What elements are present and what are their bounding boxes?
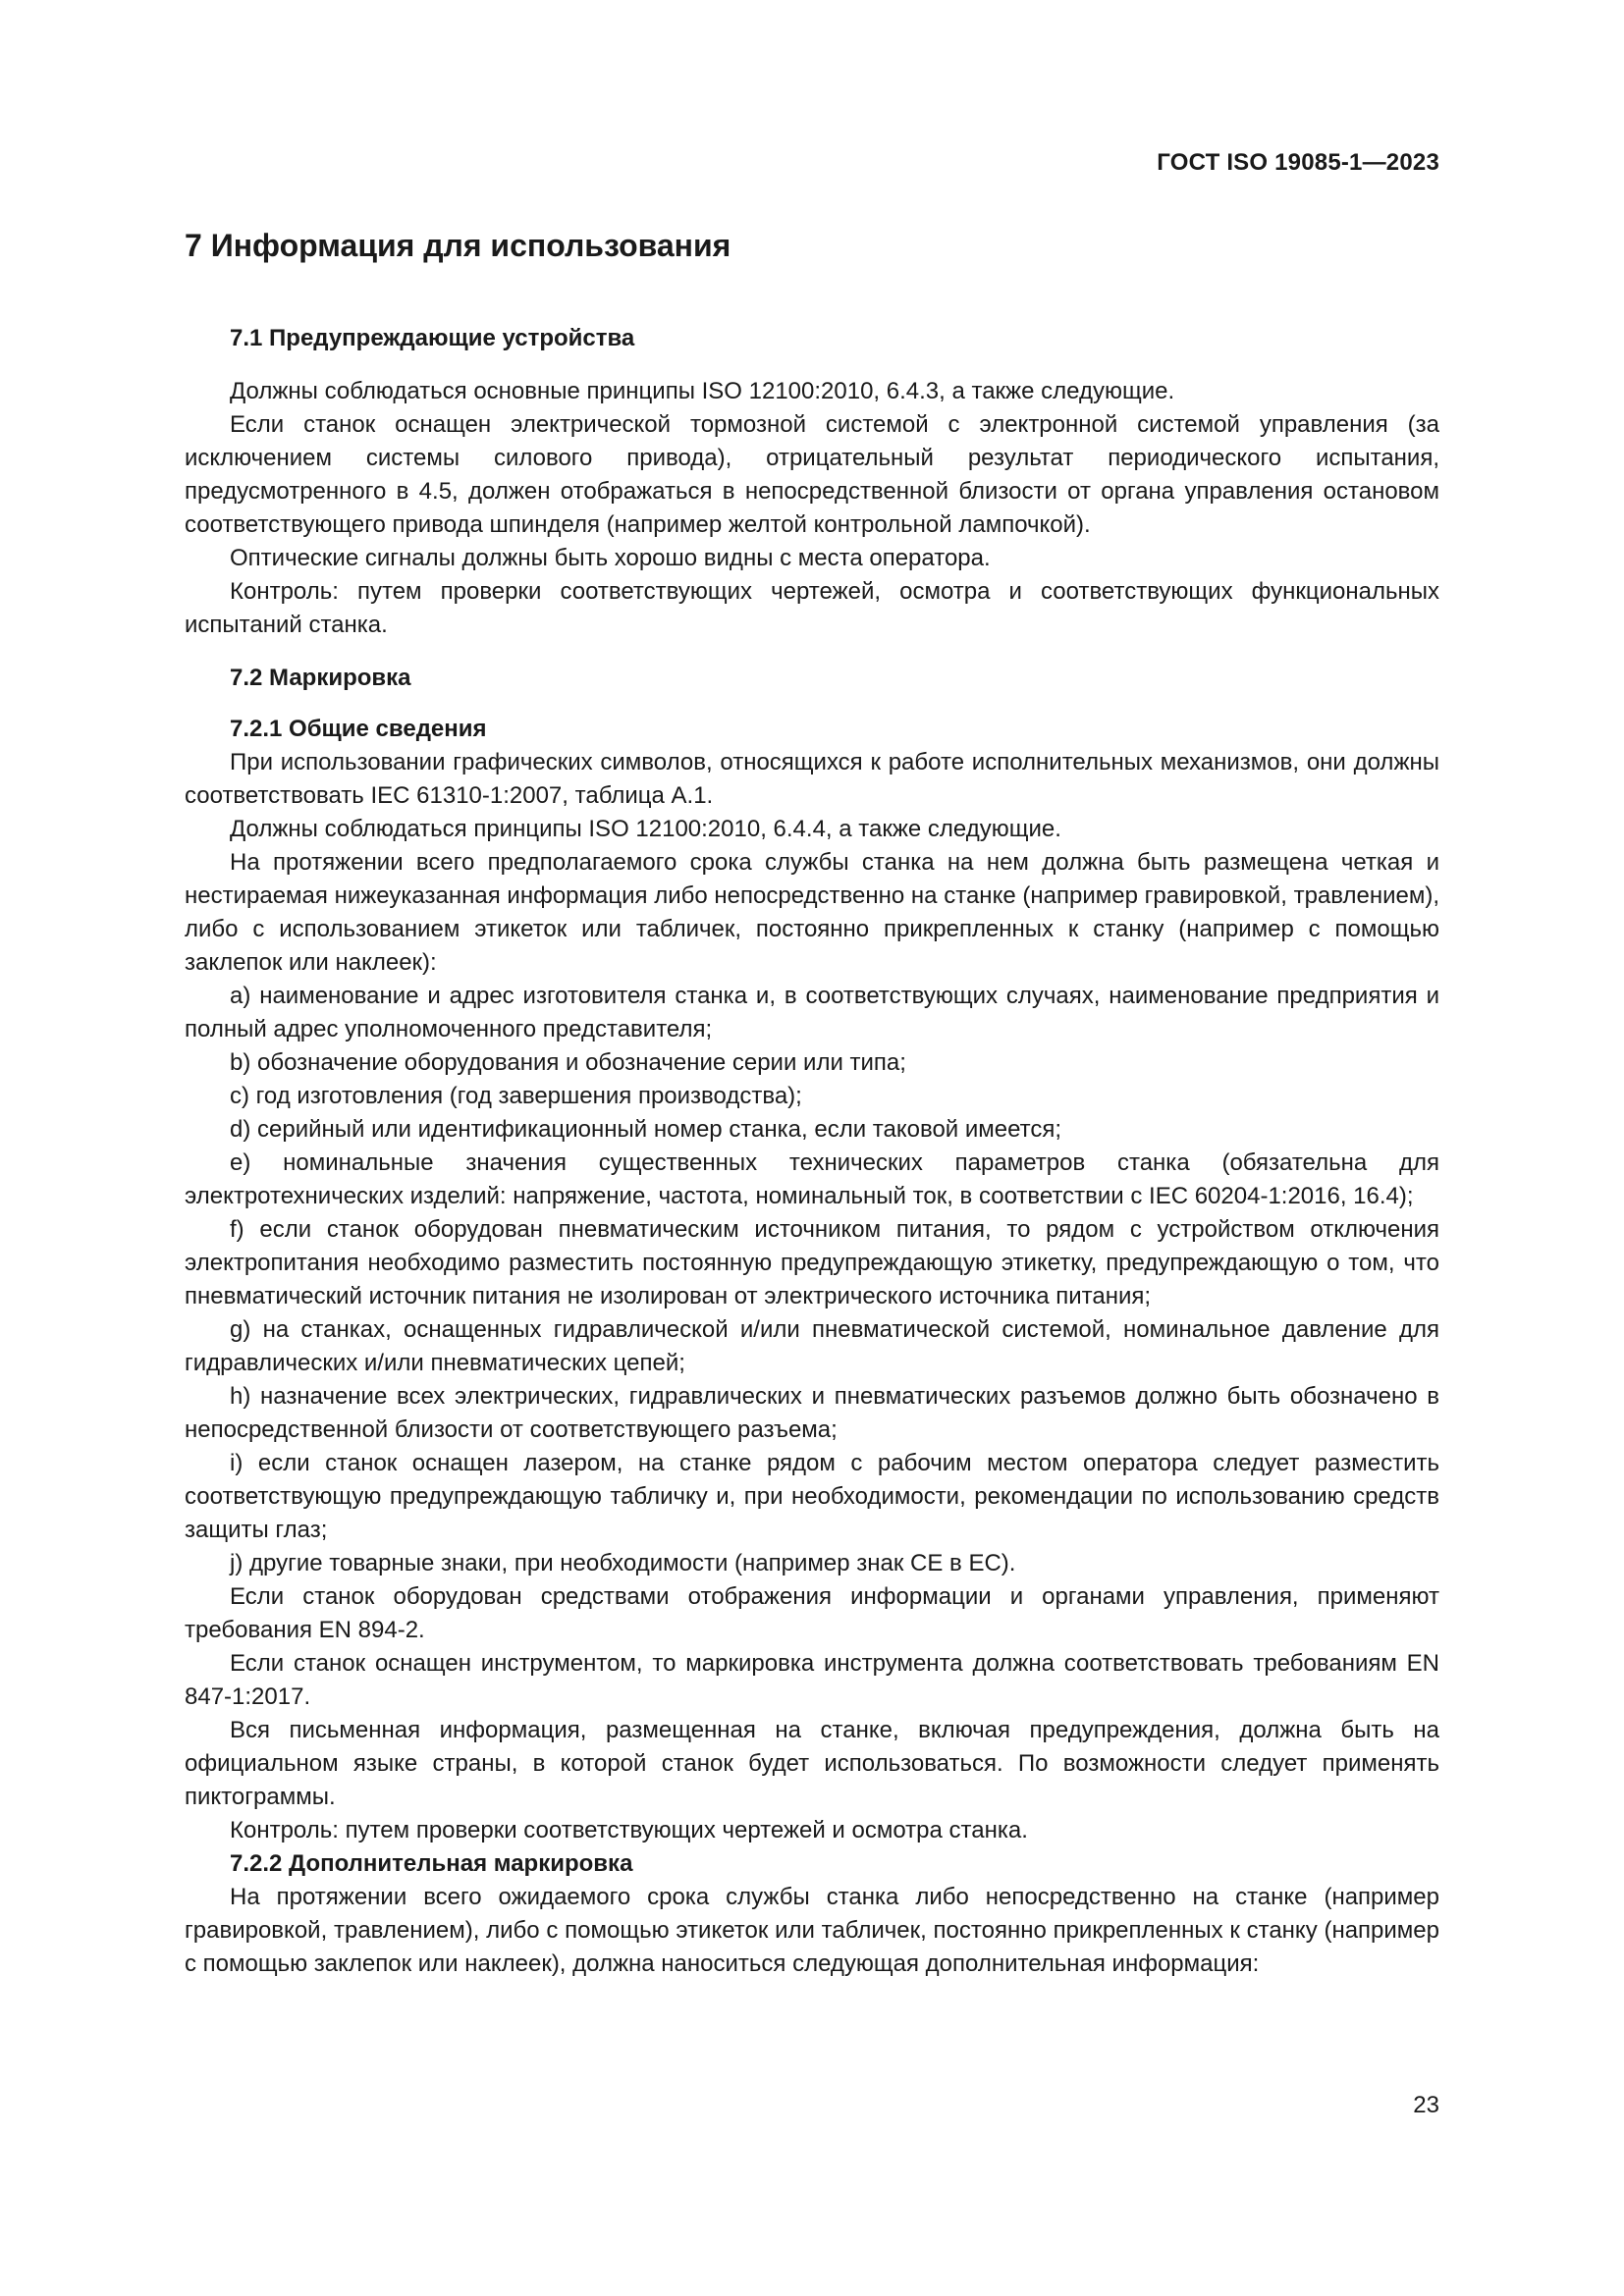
s722-paragraph-1: На протяжении всего ожидаемого срока службы станка либо непосредственно на станке (например гравировкой, травлением), либо с помощью этикеток или табличек, постоянно прикрепленных к станку (например с помощью заклепок или наклеек), должна наноситься следующая дополнительная информация: [185,1884,1439,1977]
section-7-2-2-heading: 7.2.2 Дополнительная маркировка [230,1850,633,1877]
list-item-f: f) если станок оборудован пневматическим источником питания, то рядом с устройством отключения электропитания необходимо разместить постоянную предупреждающую этикетку, предупреждающую о том, что пневматический источник питания не изолирован от электрического источника питания; [185,1216,1439,1309]
s721-paragraph-6: Вся письменная информация, размещенная на станке, включая предупреждения, должна быть на официальном языке страны, в которой станок будет использоваться. По возможности следует применять пиктограммы. [185,1717,1439,1810]
list-item-a: a) наименование и адрес изготовителя станка и, в соответствующих случаях, наименование предприятия и полный адрес уполномоченного представителя; [185,983,1439,1042]
s71-paragraph-1: Должны соблюдаться основные принципы ISO 12100:2010, 6.4.3, а также следующие. [230,378,1175,404]
s721-paragraph-4: Если станок оборудован средствами отображения информации и органами управления, применяют требования EN 894-2. [185,1583,1439,1643]
list-item-e: e) номинальные значения существенных технических параметров станка (обязательна для электротехнических изделий: напряжение, частота, номинальный ток, в соответствии с IEC 60204-1:2016, 16.4); [185,1149,1439,1209]
s721-paragraph-1: При использовании графических символов, относящихся к работе исполнительных механизмов, они должны соответствовать IEC 61310-1:2007, таблица А.1. [185,749,1439,809]
s721-paragraph-2: Должны соблюдаться принципы ISO 12100:2010, 6.4.4, а также следующие. [230,816,1061,842]
s71-paragraph-2: Если станок оснащен электрической тормозной системой с электронной системой управления (за исключением системы силового привода), отрицательный результат периодического испытания, предусмотренного в 4.5, должен отображаться в непосредственной близости от органа управления остановом соответствующего привода шпинделя (например желтой контрольной лампочкой). [185,411,1439,538]
page-number: 23 [1413,2092,1439,2118]
list-item-b: b) обозначение оборудования и обозначение серии или типа; [230,1049,906,1076]
list-item-c: c) год изготовления (год завершения производства); [230,1083,802,1109]
section-7-1-heading: 7.1 Предупреждающие устройства [230,325,635,351]
document-code-header: ГОСТ ISO 19085-1—2023 [1157,149,1439,176]
s721-paragraph-7: Контроль: путем проверки соответствующих чертежей и осмотра станка. [230,1817,1028,1843]
list-item-j: j) другие товарные знаки, при необходимости (например знак СЕ в ЕС). [230,1550,1016,1576]
section-7-heading: 7 Информация для использования [185,228,731,263]
list-item-d: d) серийный или идентификационный номер станка, если таковой имеется; [230,1116,1062,1143]
page-content [185,222,1439,1981]
s721-paragraph-3: На протяжении всего предполагаемого срока службы станка на нем должна быть размещена четкая и нестираемая нижеуказанная информация либо непосредственно на станке (например гравировкой, травлением), либо с использованием этикеток или табличек, постоянно прикрепленных к станку (например с помощью заклепок или наклеек): [185,849,1439,976]
section-7-2-1-heading: 7.2.1 Общие сведения [230,716,487,742]
list-item-i: i) если станок оснащен лазером, на станке рядом с рабочим местом оператора следует разместить соответствующую предупреждающую табличку и, при необходимости, рекомендации по использованию средств защиты глаз; [185,1450,1439,1543]
list-item-g: g) на станках, оснащенных гидравлической и/или пневматической системой, номинальное давление для гидравлических и/или пневматических цепей; [185,1316,1439,1376]
section-7-2-heading: 7.2 Маркировка [230,665,411,691]
s71-paragraph-3: Оптические сигналы должны быть хорошо видны с места оператора. [230,545,991,571]
s721-paragraph-5: Если станок оснащен инструментом, то маркировка инструмента должна соответствовать требованиям EN 847-1:2017. [185,1650,1439,1710]
list-item-h: h) назначение всех электрических, гидравлических и пневматических разъемов должно быть обозначено в непосредственной близости от соответствующего разъема; [185,1383,1439,1443]
s71-paragraph-4: Контроль: путем проверки соответствующих чертежей, осмотра и соответствующих функциональных испытаний станка. [185,578,1439,638]
